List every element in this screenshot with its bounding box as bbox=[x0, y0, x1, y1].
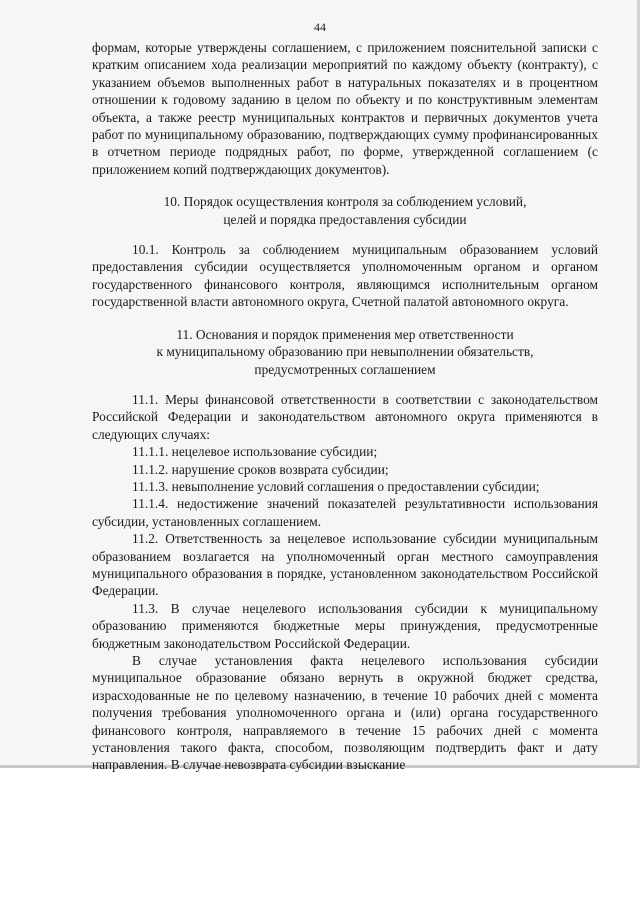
list-item-11-1-1: 11.1.1. нецелевое использование субсидии; bbox=[132, 444, 378, 460]
intro-paragraph: формам, которые утверждены соглашением, с приложением пояснительной записки с кратким описанием хода реализации мероприятий по каждому объекту (контракту), с указанием объемов выполненных работ в натуральных показателях и в процентном отношении к годовому заданию в целом по объекту и по конструктивным элементам объекта, а также реестр муниципальных контрактов и первичных документов учета работ по муниципальному образованию, подтверждающих сумму профинансированных в отчетном периоде подрядных работ, по форме, утвержденной соглашением (с приложением копий подтверждающих документов). bbox=[92, 40, 598, 177]
paragraph-10-1: 10.1. Контроль за соблюдением муниципальным образованием условий предоставления субсидии осуществляется уполномоченным органом и органом государственного финансового контроля, являющимся исполнительным органом государственной власти автономного округа, Счетной палатой автономного округа. bbox=[92, 242, 598, 310]
paragraph-11-2: 11.2. Ответственность за нецелевое использование субсидии муниципальным образованием возлагается на уполномоченный орган местного самоуправления муниципального образования в порядке, установленном законодательством Российской Федерации. bbox=[92, 531, 598, 599]
section-11-title-line-3: предусмотренных соглашением bbox=[254, 361, 436, 377]
document-body bbox=[92, 39, 598, 774]
section-11-heading bbox=[92, 326, 598, 378]
section-10-heading bbox=[92, 193, 598, 228]
paragraph-11-3: 11.3. В случае нецелевого использования субсидии к муниципальному образованию применяются бюджетные меры принуждения, предусмотренные бюджетным законодательством Российской Федерации. bbox=[92, 600, 598, 651]
list-item-11-1-4: 11.1.4. недостижение значений показателей результативности использования субсидии, установленных соглашением. bbox=[92, 496, 598, 529]
page-number: 44 bbox=[314, 20, 326, 34]
section-11-title-line-1: 11. Основания и порядок применения мер ответственности bbox=[176, 326, 514, 342]
paragraph-11-3-continued: В случае установления факта нецелевого использования субсидии муниципальное образование обязано вернуть в окружной бюджет средства, израсходованные не по целевому назначению, в течение 10 рабочих дней с момента получения требования уполномоченного органа и (или) органа государственного финансового контроля, направляемого в течение 15 рабочих дней с момента установления такого факта, способом, позволяющим подтвердить факт и дату направления. В случае невозврата субсидии взыскание bbox=[92, 653, 598, 773]
section-10-title-line-1: 10. Порядок осуществления контроля за соблюдением условий, bbox=[163, 194, 527, 210]
list-item-11-1-2: 11.1.2. нарушение сроков возврата субсидии; bbox=[132, 461, 389, 477]
list-item-11-1-3: 11.1.3. невыполнение условий соглашения о предоставлении субсидии; bbox=[132, 478, 540, 494]
section-11-title-line-2: к муниципальному образованию при невыполнении обязательств, bbox=[156, 344, 534, 360]
paragraph-11-1: 11.1. Меры финансовой ответственности в соответствии с законодательством Российской Федерации и законодательством автономного округа применяются в следующих случаях: bbox=[92, 391, 598, 442]
section-10-title-line-2: целей и порядка предоставления субсидии bbox=[223, 211, 467, 227]
